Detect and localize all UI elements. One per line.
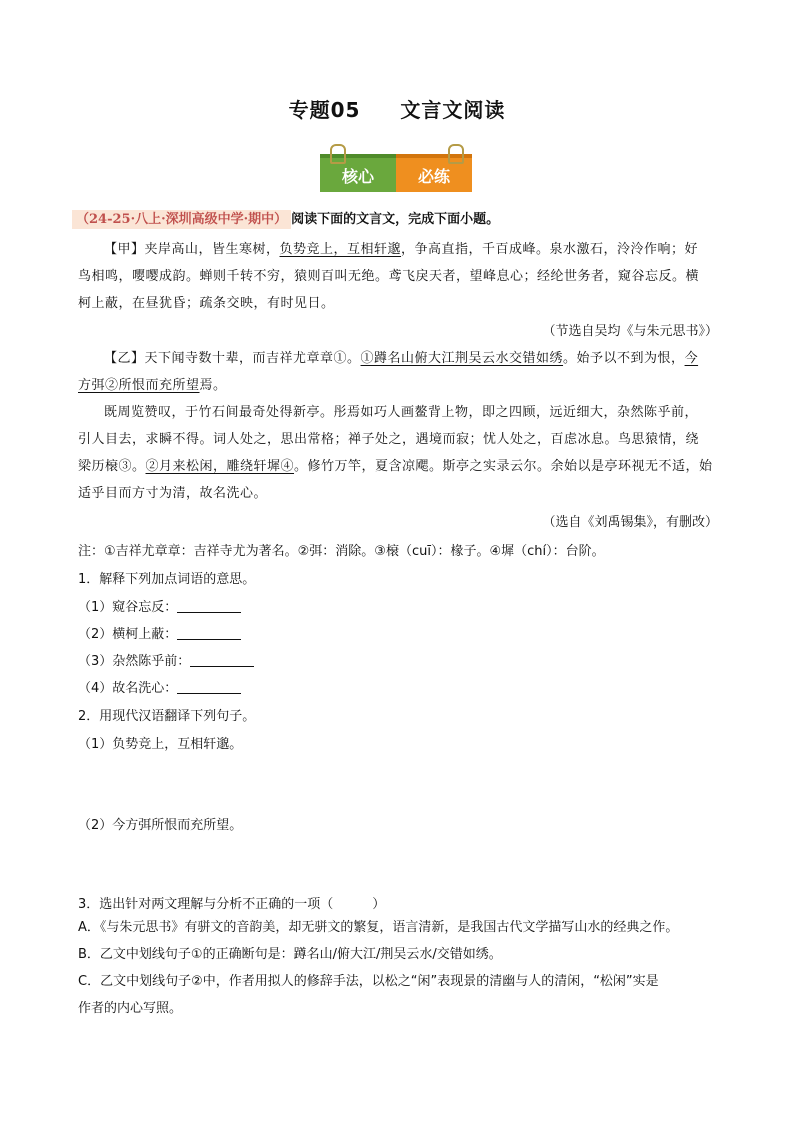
- passage-b-text: 既周览赞叹，于竹石间最奇处得新亭。彤焉如巧人画鳌背上物，即之四顾，远近细大，杂然陈乎前，: [104, 405, 699, 420]
- underlined-phrase: 方弭②所恨而充所望: [78, 378, 200, 393]
- passage-a-line: 柯上蔽，在昼犹昏；疏条交映，有时见日。: [78, 296, 335, 311]
- banner-right-label: 必练: [417, 167, 450, 186]
- passage-a-text: 夹岸高山，皆生寒树，: [144, 242, 280, 257]
- passage-b-text: 梁历榱③。: [78, 459, 146, 474]
- passage-b-label: 【乙】: [104, 351, 145, 366]
- passage-a: [78, 236, 720, 317]
- passage-a-source: （节选自吴均《与朱元思书》）: [542, 324, 718, 339]
- title-topic-number: 专题05: [288, 98, 361, 122]
- answer-blank[interactable]: [190, 654, 254, 667]
- passage-b: [78, 345, 720, 507]
- instruction: 阅读下面的文言文，完成下面小题。: [291, 212, 500, 227]
- question-3-options: [78, 914, 728, 1022]
- passage-a-text: ，争高直指，千百成峰。泉水激石，泠泠作响；好: [401, 242, 699, 257]
- source-tag: （24-25·八上·深圳高级中学·期中）: [72, 210, 291, 229]
- question-1-title: 1．解释下列加点词语的意思。: [78, 572, 256, 587]
- underlined-phrase: 负势竞上，互相轩邈: [279, 242, 402, 257]
- core-practice-banner: [320, 154, 472, 196]
- item-label: （3）杂然陈乎前：: [78, 654, 191, 669]
- underlined-sentence-1: ①蹲名山俯大江荆吴云水交错如绣: [360, 351, 564, 366]
- passage-b-source: （选自《刘禹锡集》，有删改）: [542, 515, 718, 530]
- question-2-item: （2）今方弭所恨而充所望。: [78, 818, 243, 833]
- answer-blank[interactable]: [177, 627, 241, 640]
- answer-blank[interactable]: [177, 600, 241, 613]
- passage-b-text: 。始予以不到为恨，: [563, 351, 685, 366]
- passage-b-line: 引人目去，求瞬不得。词人处之，思出常格；禅子处之，遇境而寂；忧人处之，百虑冰息。鸟思猿情，绕: [78, 432, 700, 447]
- passage-b-text: 天下闻寺数十辈，而吉祥尤章章①。: [144, 351, 361, 366]
- question-1-item: [78, 650, 254, 669]
- notes: 注：①吉祥尤章章：吉祥寺尤为著名。②弭：消除。③榱（cuī）：椽子。④墀（chí）：台阶。: [78, 544, 605, 559]
- passage-a-label: 【甲】: [104, 242, 145, 257]
- passage-a-line: 鸟相鸣，嘤嘤成韵。蝉则千转不穷，猿则百叫无绝。鸢飞戾天者，望峰息心；经纶世务者，窥谷忘反。横: [78, 269, 700, 284]
- binder-clip-icon: [330, 144, 346, 164]
- item-label: （1）窥谷忘反：: [78, 600, 178, 615]
- question-1-item: [78, 677, 241, 696]
- passage-b-line: 适乎目而方寸为清，故名洗心。: [78, 486, 268, 501]
- question-1-item: [78, 596, 241, 615]
- item-label: （2）横柯上蔽：: [78, 627, 178, 642]
- question-2-item: （1）负势竞上，互相轩邈。: [78, 737, 243, 752]
- banner-left-label: 核心: [341, 167, 374, 186]
- option-c-continued: 作者的内心写照。: [78, 1001, 183, 1016]
- question-1-item: [78, 623, 241, 642]
- passage-b-text: 。修竹万竿，夏含凉飔。斯亭之实录云尔。余始以是亭环视无不适，始: [294, 459, 713, 474]
- passage-b-text: 焉。: [199, 378, 227, 393]
- question-source: [72, 208, 499, 227]
- option-a[interactable]: A．《与朱元思书》有骈文的音韵美，却无骈文的繁复，语言清新，是我国古代文学描写山水的经典之作。: [78, 920, 679, 935]
- title-topic-name: 文言文阅读: [400, 98, 506, 122]
- underlined-sentence-2: ②月来松闲，雕绕轩墀④: [145, 459, 295, 474]
- page-title: [0, 94, 794, 123]
- question-3-title: 3．选出针对两文理解与分析不正确的一项（ ）: [78, 897, 386, 912]
- option-b[interactable]: B．乙文中划线句子①的正确断句是：蹲名山/俯大江/荆吴云水/交错如绣。: [78, 947, 502, 962]
- answer-blank[interactable]: [177, 681, 241, 694]
- item-label: （4）故名洗心：: [78, 681, 178, 696]
- option-c[interactable]: C．乙文中划线句子②中，作者用拟人的修辞手法，以松之“闲”表现景的清幽与人的清闲，“松闲”实是: [78, 974, 659, 989]
- question-2-title: 2．用现代汉语翻译下列句子。: [78, 709, 256, 724]
- underlined-phrase: 今: [684, 351, 699, 366]
- binder-clip-icon: [448, 144, 464, 164]
